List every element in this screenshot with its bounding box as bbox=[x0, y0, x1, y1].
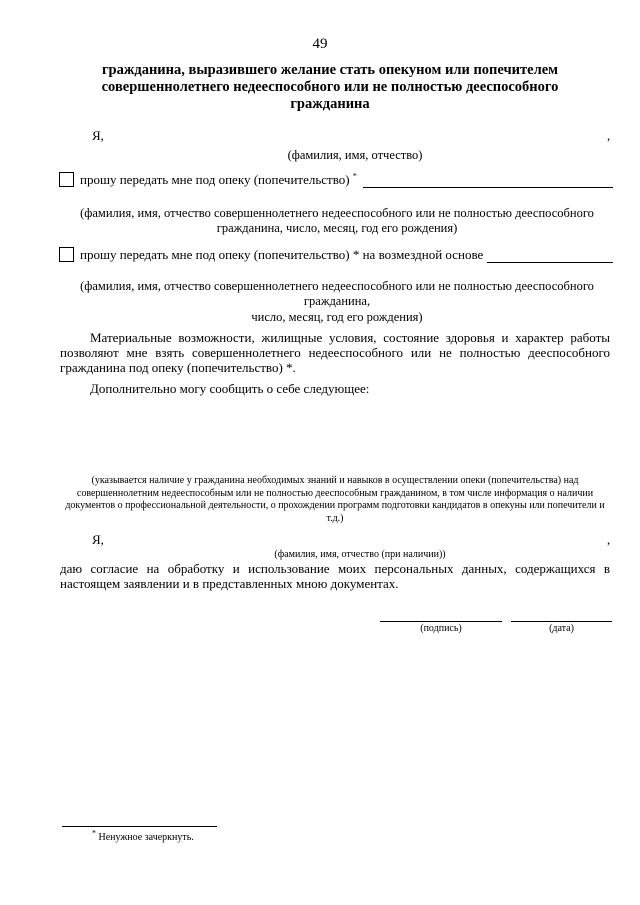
form-title: гражданина, выразившего желание стать опекуном или попечителем совершеннолетнего недееспособного или не полностью дееспособного гражданина bbox=[101, 62, 559, 112]
signature-field[interactable] bbox=[380, 621, 502, 622]
applicant-caption: (фамилия, имя, отчество) bbox=[287, 148, 423, 162]
applicant-prefix: Я, bbox=[92, 128, 104, 143]
date-caption: (дата) bbox=[549, 623, 574, 634]
consent-prefix: Я, bbox=[92, 532, 104, 547]
additional-label: Дополнительно могу сообщить о себе следующее: bbox=[90, 381, 370, 396]
option1-footnote-mark: * bbox=[352, 171, 357, 181]
footnote bbox=[92, 828, 194, 845]
applicant-end-mark: , bbox=[607, 128, 611, 143]
additional-caption: (указывается наличие у гражданина необходимых знаний и навыков в осуществлении опеки (попечительства) над совершеннолетним недееспособным или не полностью дееспособным гражданином, в том числе информация о наличии документов о профессиональной деятельности, о прохождении программ подготовки кандидатов в опекуны или попечители и т.д.) bbox=[65, 475, 605, 524]
option2-label: прошу передать мне под опеку (попечительство) * на возмездной основе bbox=[80, 247, 484, 262]
footnote-text: Ненужное зачеркнуть. bbox=[98, 832, 194, 843]
option2-caption-line2: число, месяц, год его рождения) bbox=[251, 310, 423, 324]
option1-checkbox[interactable] bbox=[59, 172, 74, 187]
consent-caption: (фамилия, имя, отчество (при наличии)) bbox=[274, 549, 446, 560]
material-paragraph: Материальные возможности, жилищные условия, состояние здоровья и характер работы позволяют мне взять совершеннолетнего недееспособного или не полностью дееспособного гражданина под опеку (попечительство) *. bbox=[60, 330, 610, 375]
signature-caption: (подпись) bbox=[420, 623, 462, 634]
date-field[interactable] bbox=[511, 621, 612, 622]
option1-label: прошу передать мне под опеку (попечительство) bbox=[80, 172, 350, 187]
option1-row bbox=[80, 172, 357, 187]
option2-caption-line1: (фамилия, имя, отчество совершеннолетнего недееспособного или не полностью дееспособного гражданина, bbox=[80, 279, 594, 308]
option1-caption: (фамилия, имя, отчество совершеннолетнего недееспособного или не полностью дееспособного гражданина, число, месяц, год его рождения) bbox=[80, 206, 594, 235]
option2-ward-field[interactable] bbox=[487, 262, 613, 263]
consent-text: даю согласие на обработку и использование моих персональных данных, содержащихся в настоящем заявлении и в представленных мною документах. bbox=[60, 561, 610, 591]
option2-checkbox[interactable] bbox=[59, 247, 74, 262]
option1-ward-field[interactable] bbox=[363, 187, 613, 188]
footnote-mark: * bbox=[92, 828, 96, 838]
page-number: 49 bbox=[312, 36, 328, 52]
consent-end-mark: , bbox=[607, 532, 611, 547]
footnote-divider bbox=[62, 826, 217, 827]
